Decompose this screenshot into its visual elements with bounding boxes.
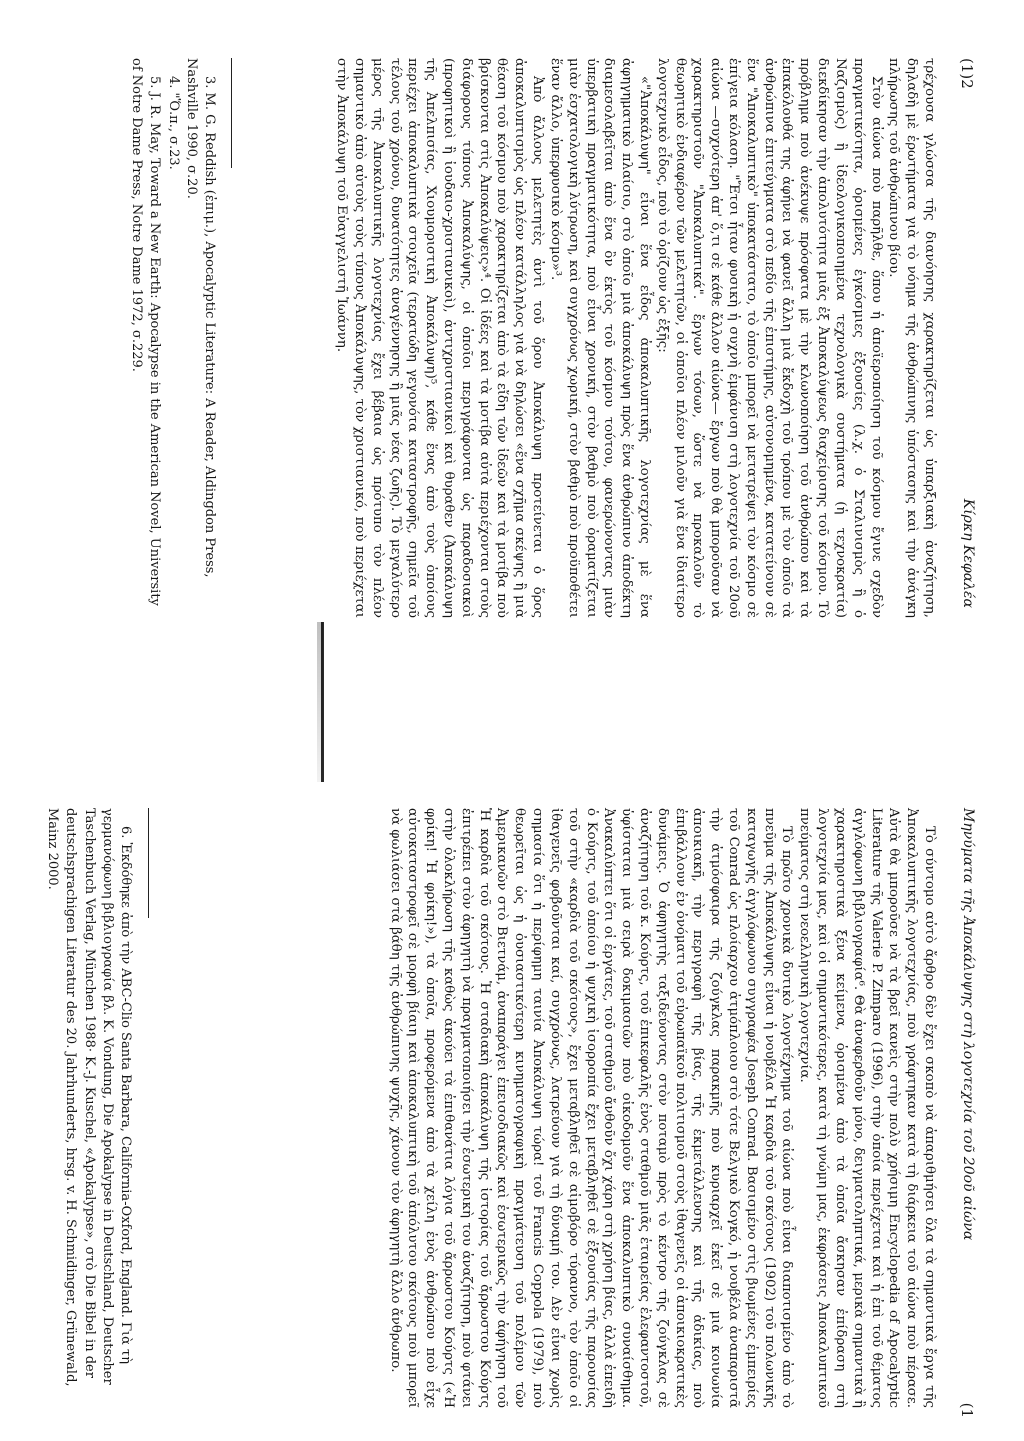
footnote: 4. "Ὅ.π., σ.23.	[165, 76, 181, 170]
paragraph: Τὸ σύντομο αὐτὸ ἄρθρο δὲν ἔχει σκοπὸ νὰ ἀπαριθμήσει ὅλα τὰ σημαντικὰ ἔργα τῆς Ἀποκαλυπτικῆς λογοτεχνίας, ποὺ γράφτηκαν κατὰ τὴ διάρκεια τοῦ αἰώνα ποὺ πέρασε. Αὐτὰ θὰ μποροῦσε νὰ τὰ βρεῖ κανεὶς στὴν πολὺ χρήσιμη Encyclopedia of Apocalyptic Literature τῆς Valerie P. Zimparo (1996), στὴν ὁποία περιέχεται καὶ ἡ ἐπὶ τοῦ θέματος ἀγγλόφωνη βιβλιογραφία⁶. Θὰ ἀναφερθοῦν μόνο, δειγματοληπτικά, μερικὰ σημαντικὰ ἢ χαρακτηριστικὰ ξένα κείμενα, ὁρισμένα ἀπὸ τὰ ὁποῖα ἄσκησαν ἐπίδραση στὴ λογοτεχνία μας, καὶ οἱ σημαντικότερες, κατὰ τὴ γνώμη μας, ἐκφράσεις Ἀποκαλυπτικοῦ πνεύματος στὴ νεοελληνικὴ λογοτεχνία.	[797, 808, 937, 1408]
footnotes	[127, 58, 218, 618]
footnote-rule	[231, 58, 232, 168]
paragraph: Ἀπὸ ἄλλους μελετητὲς ἀντὶ τοῦ ὅρου Ἀποκάλυψη προτείνεται ὁ ὅρος ἀποκαλυπτισμὸς ὡς πλέον κατάλληλος γιὰ νὰ δηλώσει «ἕνα σχῆμα σκέψης ἢ μιὰ θέαση τοῦ κόσμου ποὺ χαρακτηρίζεται ἀπὸ τὰ εἴδη τῶν ἰδεῶν καὶ τὰ μοτίβα ποὺ βρίσκονται στὶς Ἀποκαλύψεις»⁴. Οἱ ἰδέες καὶ τὰ μοτίβα αὐτὰ περιέχονται στοὺς διάφορους τύπους Ἀποκαλύψης, οἱ ὁποῖοι περιγράφονται ὡς παραδοσιακοὶ (προφητικοὶ ἢ ἰουδαιο-χριστιανικοὶ), ἀντιχριστιανικοὶ καὶ θυραθεν (Ἀποκάλυψη τῆς Ἀπελπισίας, Χιουμοριστικὴ Ἀποκάλυψη)⁵, κάθε ἕνας ἀπὸ τοὺς ὁποίους περιέχει ἀποκαλυπτικὰ στοιχεῖα (τερατώδη γεγονότα καταστροφῆς, σημεῖα τοῦ τέλους τοῦ χρόνου, δυνατότητες ἀναγέννησης ἢ μιᾶς νέας ζωῆς). Τὸ μεγαλύτερο μέρος τῆς Ἀποκαλυπτικῆς λογοτεχνίας ἔχει βέβαια ὡς πρότυπο τὸν πλέον σημαντικὸ ἀπὸ αὐτοὺς τοὺς τύπους Ἀποκάλυψης, τὸν χριστιανικό, ποὺ περιέχεται στὴν Ἀποκάλυψη τοῦ Εὐαγγελιστῆ Ἰωάννη.	[334, 58, 546, 618]
footnote: 5. J. R. May, Toward a New Earth: Apocalypse in the American Novel, University of Notre Dame Press, Notre Dame 1972, σ.229.	[129, 58, 163, 606]
footnotes	[43, 808, 134, 1408]
footnote: 6. Ἐκδόθηκε ἀπὸ τὴν ABC-Clio Santa Barbara, California-Oxford, England. Γιὰ τὴ γερμανόφωνη βιβλιογραφία βλ. K. Vondung, Die Apokalypse in Deutschland, Deutscher Taschenbuch Verlag, München 1988· K.-J. Kuschel, «Apokalypse», στὸ Die Bibel in der deutschsprachigen Literatur des 20. Jahrhunderts, hrsg. v. H. Schmidinger, Grünewald, Mainz 2000.	[45, 808, 133, 1387]
running-head: Μηνύματα τῆς Ἀποκάλυψης στὴ λογοτεχνία τοῦ 20οῦ αἰώνα	[960, 808, 976, 1241]
right-page	[0, 778, 1024, 1418]
footnote: 3. M. G. Reddish (ἐπιμ.), Apocalyptic Literature: A Reader, Aldingdon Press, Nashville 1990, σ.20.	[183, 58, 217, 578]
block-quote: «"Ἀποκάλυψη" εἶναι ἕνα εἶδος ἀποκαλυπτικῆς λογοτεχνίας μὲ ἕνα ἀφηγηματικὸ πλαίσιο, στὸ ὁποῖο μιὰ ἀποκάλυψη πρὸς ἕνα ἀνθρώπινο ἀποδέκτη διαμεσολαβεῖται ἀπὸ ἕνα ὂν ἐκτὸς τοῦ κόσμου τούτου, φανερώνοντας μιὰν ὑπερβατικὴ πραγματικότητα, ποὺ εἶναι χρονική, στὸν βαθμὸ ποὺ ὁραματίζεται μιὰν ἐσχατολογικὴ λύτρωση, καὶ συγχρόνως χωρική, στὸν βαθμὸ ποὺ προϋποθέτει ἕναν ἄλλο, ὑπερφυσικὸ κόσμο»³.	[547, 58, 652, 618]
footnote-rule	[148, 808, 149, 918]
page-number: (1)2	[958, 58, 976, 89]
running-head: Κίρκη Κεφαλέα	[960, 498, 976, 608]
page-number: (1	[958, 1402, 976, 1418]
binding-gutter	[321, 622, 324, 782]
paragraph: Τὸ πρῶτο χρονικὰ δυτικὸ λογοτέχνημα τοῦ αἰώνα ποὺ εἶναι διαποτισμένο ἀπὸ τὸ πνεῦμα τῆς Ἀποκάλυψης εἶναι ἡ νουβέλα Ἡ καρδιὰ τοῦ σκότους (1902) τοῦ πολωνικῆς καταγωγῆς ἀγγλόφωνου συγγραφέα Joseph Conrad. Βασισμένο στὶς βιωμένες ἐμπειρίες τοῦ Conrad ὡς πλοίαρχου ἀτμόπλοιου στὸ τότε Βελγικὸ Κογκό, ἡ νουβέλα ἀναπαριστᾶ τὴν ἀτμόσφαιρα τῆς ζούγκλας παρακμῆς ποὺ κυριαρχεῖ ἐκεῖ σὲ μιὰ κοινωνία ἀποικιακῆ, τὴν περιγραφὴ τῆς βίας, τῆς ἐκμετάλλευσης καὶ τῆς ἀδικίας, ποὺ ἐπιβάλλουν ἐν ὀνόματι τοῦ εὐρωπαϊκοῦ πολιτισμοῦ στοὺς ἰθαγενεῖς οἱ ἀποικιοκρατικὲς δυνάμεις. Ὁ ἀφηγητὴς ταξιδεύοντας στὸν ποταμὸ πρὸς τὸ κέντρο τῆς ζούγκλας σὲ ἀναζήτηση τοῦ κ. Κούρτς, τοῦ ἐπικεφαλῆς ἑνὸς σταθμοῦ μιᾶς ἑταιρείας ἐλεφαντοστοῦ, ὑφίσταται μιὰ σειρὰ δοκιμασιῶν ποὺ οἰκοδομοῦν ἕνα ἀποκαλυπτικὸ συναίσθημα. Ἀνακαλύπτει ὅτι οἱ ἐργάτες, τοῦ σταθμοῦ ἄνθοῦν ὄχι χάρη στὴ χρήση βίας, ἀλλὰ ἐπειδὴ ὁ Κούρτς, τοῦ ὁποίου ἡ ψυχικὴ ἰσορροπία ἔχει μεταβληθεῖ σὲ ἐξουσίας τῆς παρουσίας τοῦ στὴν «καρδιὰ τοῦ σκότους», ἔχει μεταβληθεῖ σὲ αἱμοβόρο τύραννο, τὸν ὁποῖο οἱ ἰθαγενεῖς φοβοῦνται καί, συγχρόνως, λατρεύουν γιὰ τὴ δύναμή του. Δὲν εἶναι χωρὶς σημασία ὅτι ἡ περίφημη ταινία Ἀποκάλυψη τώρα! τοῦ Francis Coppola (1979), ποὺ θεωρεῖται ὡς ἡ ὀυσιαστικότερη κινηματογραφικὴ πραγμάτευση τοῦ πολέμου τῶν Ἀμερικανῶν στὸ Βιετνάμ, ἀναπαράγει ἐπεισοδιακῶς καὶ ἐσωτερικῶς τὴν ἀφήγηση τοῦ Ἡ καρδιὰ τοῦ σκότους. Ἡ σταδιακὴ ἀποκάλυψη τῆς ἱστορίας τοῦ ἄρρωστου Κούρτς ἐπιτρέπει στὸν ἀφηγητὴ νὰ πραγματοποιήσει τὴν ἐσωτερικὴ του ἀναζήτηση, ποὺ φτάνει στὴν ὁλοκλήρωση τῆς καθὼς ἀκούει τὰ ἐπιθανάτια λόγια τοῦ ἄρρωστου Κούρτς («Ἡ φρίκη! Ἡ φρίκη!»), τὰ ὁποῖα, προφερόμενα ἀπὸ τὰ χείλη ἑνὸς ἀνθρώπου ποὺ εἶχε αὐτοκαταστροφεῖ σὲ μορφὴ βίαιη καὶ ἀποκαλυπτικὴ τοῦ ἀπόλυτου σκότους ποὺ μπορεῖ νὰ φωλιάσει στὰ βάθη τῆς ἀνθρώπινης ψυχῆς, χάνουν τὸν ἀφηγητὴ ἄλλο ἄνθρωπο.	[387, 808, 795, 1408]
body-text	[332, 58, 938, 618]
body-text	[386, 808, 938, 1408]
left-page	[0, 28, 1024, 628]
paragraph: Στὸν αἰώνα ποὺ παρῆλθε, ὅπου ἡ ἀποϊεροποίηση τοῦ κόσμου ἔγινε σχεδὸν πραγματικότητα, ὁρισμένες ἐγκόσμιες ἐξουσίες (λ.χ. ὁ Σταλινισμὸς ἢ ὁ Ναζισμὸς) ἢ ἰδεολογικοποιημένα τεχνολογικὰ συστήματα (ἡ τεχνοκρατία) διεκδίκησαν τὴν ἀπολυτότητα μιᾶς ἐξ Ἀποκαλύψεως διαχείρισης τοῦ κόσμου. Τὸ πρόβλημα ποὺ ἀνέκυψε πρόσφατα μὲ τὴν κλωνοποίηση τοῦ ἀνθρώπου καὶ τὰ ἐπακόλουθά της ἀφήνει νὰ φανεῖ ἄλλη μιὰ ἔκδοχὴ τοῦ τρόπου μὲ τὸν ὁποῖο τὰ ἀνθρώπινα ἐπιτεύγματα στὸ πεδίο τῆς ἐπιστήμης, αὐτονομημένα, κατατείνουν σὲ ἕνα "Ἀποκαλυπτικὸ" ὑποκατάστατο, τὸ ὁποῖο μπορεῖ νὰ μετατρέψει τὸν κόσμο σὲ ἐπίγεια κόλαση. "Ἔτσι ἦταν φυσικὴ ἡ συχνὴ ἐμφάνιση στὴ λογοτεχνία τοῦ 20οῦ αἰώνα —συχνότερη ἀπ' ὅ,τι σὲ κάθε ἄλλον αἰώνα— ἔργων ποὺ θὰ μποροῦσαν νὰ χαρακτηριστοῦν "Ἀποκαλυπτικά". ἔργων τόσων, ὥστε νὰ προκαλοῦν τὸ θεωρητικὸ ἐνδιαφέρον τῶν μελετητῶν, οἱ ὁποῖοι πλέον μιλοῦν γιὰ ἕνα ἰδιαίτερο λογοτεχνικὸ εἶδος, ποὺ τὸ ὁρίζουν ὡς ἑξῆς:	[654, 58, 884, 618]
paragraph: τρέχουσα γλώσσα τῆς διανόησης χαρακτηρίζεται ὡς ὑπαρξιακὴ ἀναζήτηση, δηλαδὴ μὲ ἐρωτήματα γιὰ τὸ νόημα τῆς ἀνθρώπινης ὑπόστασης καὶ τὴν ἀνάγκη πλήρωσης τοῦ ἀνθρώπινου βίου.	[886, 58, 937, 618]
